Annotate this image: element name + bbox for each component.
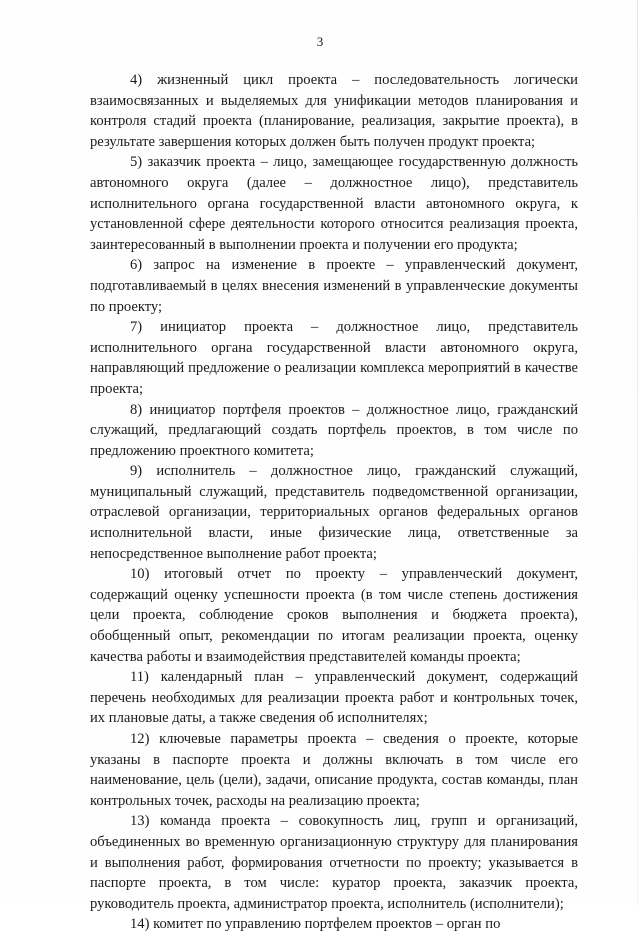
page-number: 3 bbox=[316, 34, 324, 49]
definition-paragraph-14: 14) комитет по управлению портфелем проектов – орган по bbox=[130, 916, 501, 933]
scan-edge-mark bbox=[637, 0, 638, 905]
definition-paragraph-6: 6) запрос на изменение в проекте – управленческий документ, подготавливаемый в целях внесения изменений в управленческие документы по проекту; bbox=[90, 257, 578, 315]
definition-paragraph-13: 13) команда проекта – совокупность лиц, групп и организаций, объединенных во временную организационную структуру для планирования и выполнения работ, формирования отчетности по проекту; указывается в паспорте проекта, в том числе: куратор проекта, заказчик проекта, руководитель проекта, администратор проекта, исполнитель (исполнители); bbox=[90, 813, 578, 912]
definition-paragraph-12: 12) ключевые параметры проекта – сведения о проекте, которые указаны в паспорте проекта и должны включать в том числе его наименование, цель (цели), задачи, описание продукта, состав команды, план контрольных точек, расходы на реализацию проекта; bbox=[90, 731, 578, 809]
definition-paragraph-11: 11) календарный план – управленческий документ, содержащий перечень необходимых для реализации проекта работ и контрольных точек, их плановые даты, а также сведения об исполнителях; bbox=[90, 669, 578, 727]
definition-paragraph-9: 9) исполнитель – должностное лицо, гражданский служащий, муниципальный служащий, представитель подведомственной организации, отраслевой организации, территориальных органов федеральных органов исполнительной власти, иные физические лица, ответственные за непосредственное выполнение работ проекта; bbox=[90, 463, 578, 562]
definition-paragraph-4: 4) жизненный цикл проекта – последовательность логически взаимосвязанных и выделяемых для унификации методов планирования и контроля стадий проекта (планирование, реализация, закрытие проекта), в результате завершения которых должен быть получен продукт проекта; bbox=[90, 72, 578, 150]
definition-paragraph-7: 7) инициатор проекта – должностное лицо, представитель исполнительного органа государственной власти автономного округа, направляющий предложение о реализации комплекса мероприятий в качестве проекта; bbox=[90, 319, 578, 397]
document-body bbox=[90, 70, 578, 935]
definition-paragraph-8: 8) инициатор портфеля проектов – должностное лицо, гражданский служащий, предлагающий создать портфель проектов, в том числе по предложению проектного комитета; bbox=[90, 401, 578, 459]
definition-paragraph-10: 10) итоговый отчет по проекту – управленческий документ, содержащий оценку успешности проекта (в том числе степень достижения цели проекта, соблюдение сроков выполнения и бюджета проекта), обобщенный опыт, рекомендации по итогам реализации проекта, оценку качества работы и взаимодействия представителей команды проекта; bbox=[90, 566, 578, 665]
definition-paragraph-5: 5) заказчик проекта – лицо, замещающее государственную должность автономного округа (далее – должностное лицо), представитель исполнительного органа государственной власти автономного округа, к установленной сфере деятельности которого относится реализация проекта, заинтересованный в выполнении проекта и получении его продукта; bbox=[90, 154, 578, 253]
